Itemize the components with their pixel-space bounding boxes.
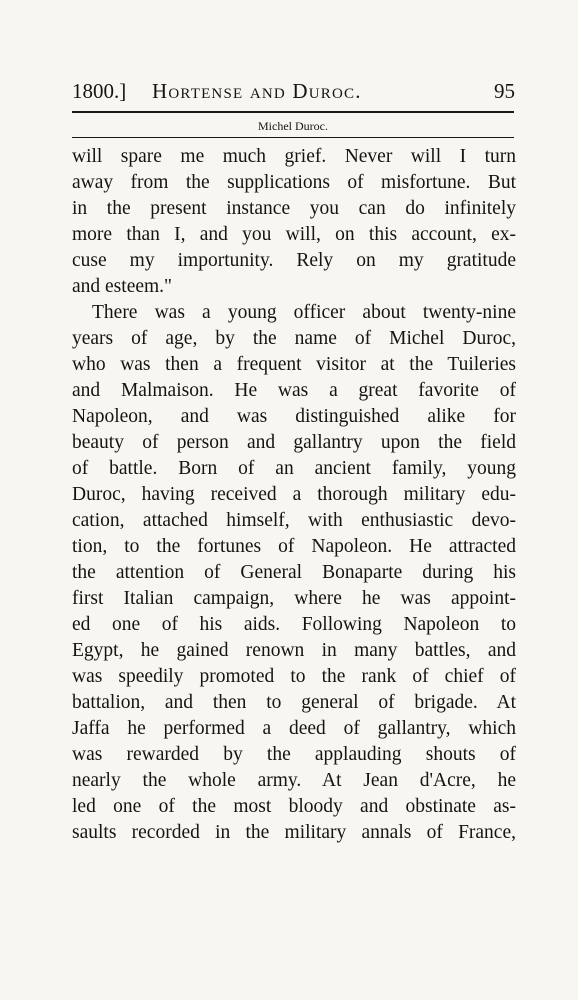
text-line: tion, to the fortunes of Napoleon. He attracted — [72, 536, 516, 557]
text-line: saults recorded in the military annals of France, — [72, 822, 516, 843]
text-line: cation, attached himself, with enthusiastic devo- — [72, 510, 516, 531]
text-line: nearly the whole army. At Jean d'Acre, he — [72, 770, 516, 791]
text-line: beauty of person and gallantry upon the field — [72, 432, 516, 453]
paragraph-1 — [72, 144, 516, 300]
header-year: 1800.] — [72, 79, 127, 103]
text-line: who was then a frequent visitor at the Tuileries — [72, 354, 516, 375]
text-line: will spare me much grief. Never will I turn — [72, 146, 516, 167]
text-line: Napoleon, and was distinguished alike for — [72, 406, 516, 427]
header-title: Hortense and Duroc. — [152, 79, 362, 103]
text-line: more than I, and you will, on this account, ex- — [72, 224, 516, 245]
text-line: first Italian campaign, where he was appoint- — [72, 588, 516, 609]
text-line: Jaffa he performed a deed of gallantry, which — [72, 718, 516, 739]
page-number: 95 — [494, 79, 515, 103]
text-line: and esteem." — [72, 276, 173, 297]
text-line: There was a young officer about twenty-nine — [92, 302, 516, 323]
header-rule — [72, 111, 514, 113]
text-line: was rewarded by the applauding shouts of — [72, 744, 516, 765]
running-head-rule — [72, 137, 514, 138]
text-line: led one of the most bloody and obstinate as- — [72, 796, 516, 817]
text-line: of battle. Born of an ancient family, young — [72, 458, 516, 479]
text-line: and Malmaison. He was a great favorite of — [72, 380, 516, 401]
running-head: Michel Duroc. — [258, 119, 328, 133]
text-line: cuse my importunity. Rely on my gratitude — [72, 250, 516, 271]
text-line: away from the supplications of misfortune. But — [72, 172, 516, 193]
text-line: battalion, and then to general of brigade. At — [72, 692, 516, 713]
text-line: ed one of his aids. Following Napoleon to — [72, 614, 516, 635]
text-line: Duroc, having received a thorough military edu- — [72, 484, 516, 505]
text-line: years of age, by the name of Michel Duroc, — [72, 328, 516, 349]
text-line: Egypt, he gained renown in many battles, and — [72, 640, 516, 661]
text-line: the attention of General Bonaparte during his — [72, 562, 516, 583]
text-line: in the present instance you can do infinitely — [72, 198, 516, 219]
paragraph-2 — [72, 300, 516, 846]
text-line: was speedily promoted to the rank of chief of — [72, 666, 516, 687]
body-text — [72, 144, 516, 846]
page-header — [72, 74, 517, 108]
